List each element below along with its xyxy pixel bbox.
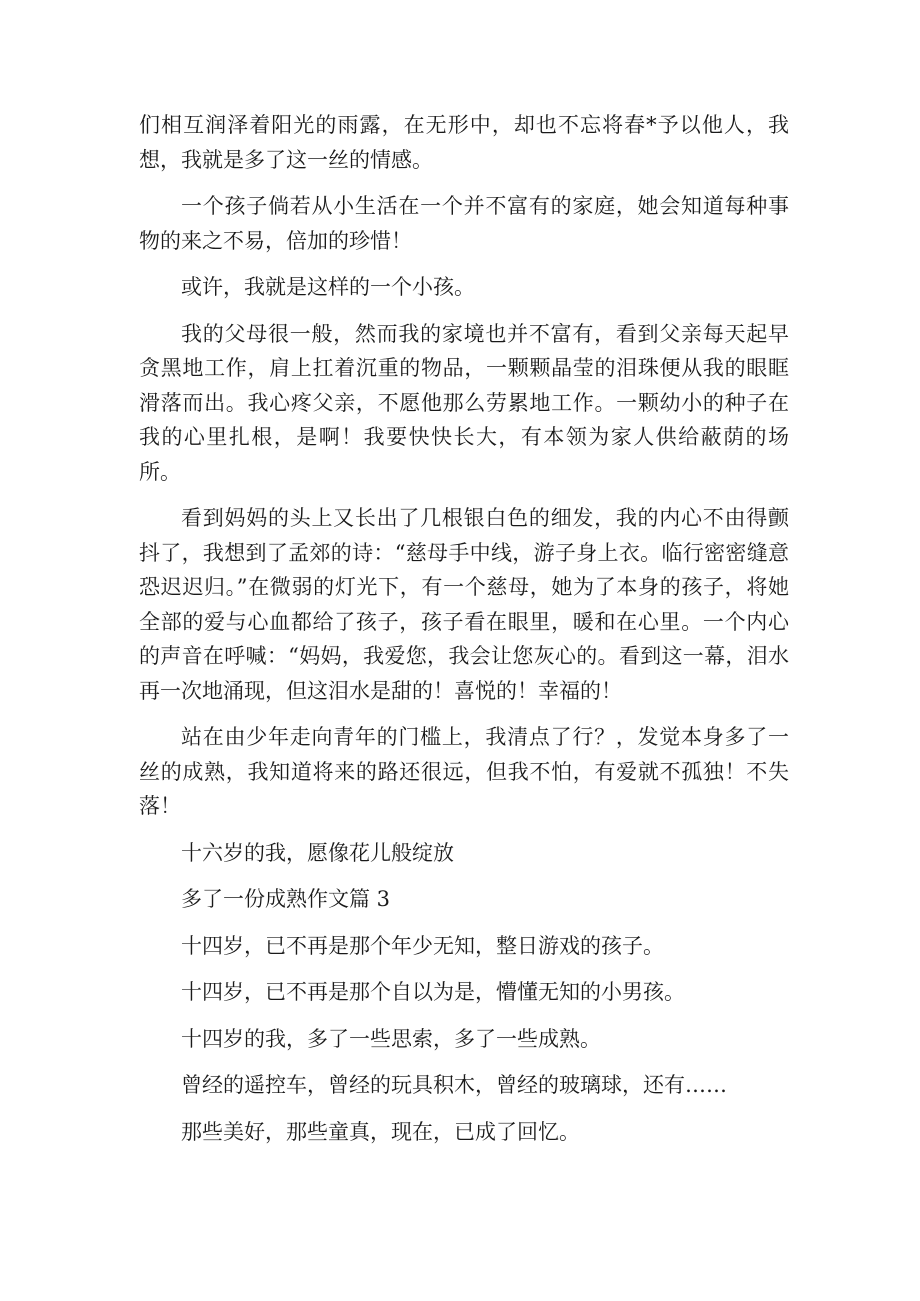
document-body	[139, 108, 789, 1161]
paragraph-9: 十四岁，已不再是那个年少无知，整日游戏的孩子。	[181, 933, 664, 958]
paragraph-13: 那些美好，那些童真，现在，已成了回忆。	[181, 1119, 580, 1144]
paragraph-1: 们相互润泽着阳光的雨露，在无形中，却也不忘将春*予以他人，我想，我就是多了这一丝的情感。	[139, 113, 789, 172]
paragraph-12: 曾经的遥控车，曾经的玩具积木，曾经的玻璃球，还有……	[181, 1073, 727, 1097]
paragraph-10: 十四岁，已不再是那个自以为是，懵懂无知的小男孩。	[181, 980, 685, 1004]
paragraph-7: 十六岁的我，愿像花儿般绽放	[181, 840, 454, 865]
section-heading: 多了一份成熟作文篇 3	[181, 887, 391, 911]
paragraph-5: 看到妈妈的头上又长出了几根银白色的细发，我的内心不由得颤抖了，我想到了孟郊的诗：“慈母手中线，游子身上衣。临行密密缝意恐迟迟归。”在微弱的灯光下，有一个慈母，她为了本身的孩子，将她全部的爱与心血都给了孩子，孩子看在眼里，暖和在心里。一个内心的声音在呼喊：“妈妈，我爱您，我会让您灰心的。看到这一幕，泪水再一次地涌现，但这泪水是甜的！喜悦的！幸福的！	[139, 506, 789, 703]
paragraph-2: 一个孩子倘若从小生活在一个并不富有的家庭，她会知道每种事物的来之不易，倍加的珍惜！	[139, 194, 789, 253]
paragraph-3: 或许，我就是这样的一个小孩。	[181, 275, 475, 299]
paragraph-6: 站在由少年走向青年的门槛上，我清点了行？，发觉本身多了一丝的成熟，我知道将来的路还很远，但我不怕，有爱就不孤独！不失落！	[139, 725, 789, 818]
paragraph-4: 我的父母很一般，然而我的家境也并不富有，看到父亲每天起早贪黑地工作，肩上扛着沉重的物品，一颗颗晶莹的泪珠便从我的眼眶滑落而出。我心疼父亲，不愿他那么劳累地工作。一颗幼小的种子在我的心里扎根，是啊！我要快快长大，有本领为家人供给蔽荫的场所。	[139, 321, 789, 484]
paragraph-11: 十四岁的我，多了一些思索，多了一些成熟。	[181, 1026, 601, 1051]
